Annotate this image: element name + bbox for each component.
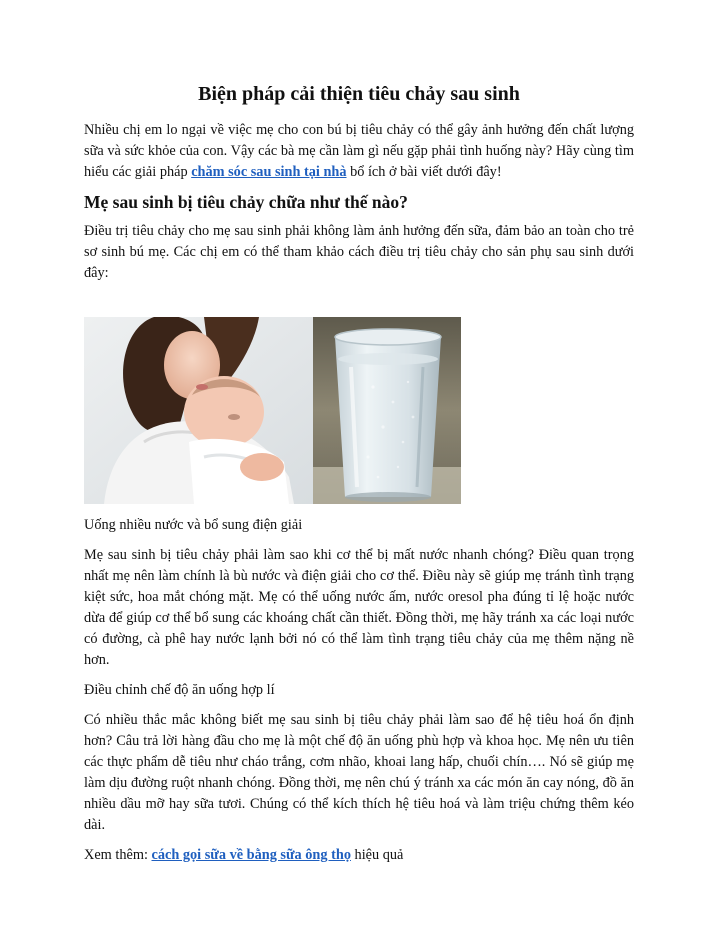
item2-body: Có nhiều thắc mắc không biết mẹ sau sinh bị tiêu chảy phải làm sao để hệ tiêu hoá ổn định hơn? Câu trả lời hàng đầu cho mẹ là một chế độ ăn uống phù hợp và khoa học. Mẹ nên ưu tiên các thực phẩm dễ tiêu như cháo trắng, cơm nhão, khoai lang hấp, chuối chín…. Nó sẽ giúp mẹ làm dịu đường ruột nhanh chóng. Đồng thời, mẹ nên chú ý tránh xa các món ăn cay nóng, đồ ăn nhiều dầu mỡ hay sữa tươi. Chúng có thể kích thích hệ tiêu hoá và làm triệu chứng thêm kéo dài. [84, 712, 634, 833]
item1-heading: Uống nhiều nước và bổ sung điện giải [84, 517, 303, 533]
article-continuation [84, 515, 634, 875]
intro-text-before: Nhiều chị em lo ngại về việc mẹ cho con bú bị tiêu chảy có thể gây ảnh hưởng đến chất lượng sữa và sức khỏe của con. Vậy các bà mẹ cần làm gì nếu gặp phải tình huống này? Hãy cùng tìm hiểu các giải pháp [84, 122, 634, 180]
see-more-suffix: hiệu quả [350, 847, 404, 863]
milk-recipe-link[interactable]: cách gọi sữa về bằng sữa ông thọ [151, 847, 351, 863]
item2-heading: Điều chỉnh chế độ ăn uống hợp lí [84, 682, 275, 698]
section-heading: Mẹ sau sinh bị tiêu chảy chữa như thế nào? [84, 192, 408, 212]
page-title: Biện pháp cải thiện tiêu chảy sau sinh [198, 83, 520, 105]
item1-body: Mẹ sau sinh bị tiêu chảy phải làm sao khi cơ thể bị mất nước nhanh chóng? Điều quan trọng nhất mẹ nên làm chính là bù nước và điện giải cho cơ thể. Điều này sẽ giúp mẹ tránh tình trạng kiệt sức, hoa mắt chóng mặt. Mẹ có thể uống nước ấm, nước oresol pha đúng tỉ lệ hoặc nước dừa để giúp cơ thể bổ sung các khoáng chất cần thiết. Đồng thời, mẹ hãy tránh xa các loại nước có đường, cà phê hay nước lạnh bởi nó có thể làm tình trạng tiêu chảy của mẹ thêm nặng nề hơn. [84, 547, 634, 668]
intro-text-after: bổ ích ở bài viết dưới đây! [346, 164, 502, 180]
see-more-prefix: Xem thêm: [84, 847, 152, 863]
section-intro-paragraph: Điều trị tiêu chảy cho mẹ sau sinh phải không làm ảnh hưởng đến sữa, đảm bảo an toàn cho trẻ sơ sinh bú mẹ. Các chị em có thể tham khảo cách điều trị tiêu chảy cho sản phụ sau sinh dưới đây: [84, 223, 634, 281]
document-page [84, 82, 634, 284]
image-row [84, 317, 461, 504]
intro-paragraph [84, 120, 634, 183]
see-more-line [84, 845, 634, 866]
mother-baby-photo [84, 317, 313, 504]
home-postpartum-care-link[interactable]: chăm sóc sau sinh tại nhà [191, 164, 347, 180]
water-glass-photo [313, 317, 461, 504]
